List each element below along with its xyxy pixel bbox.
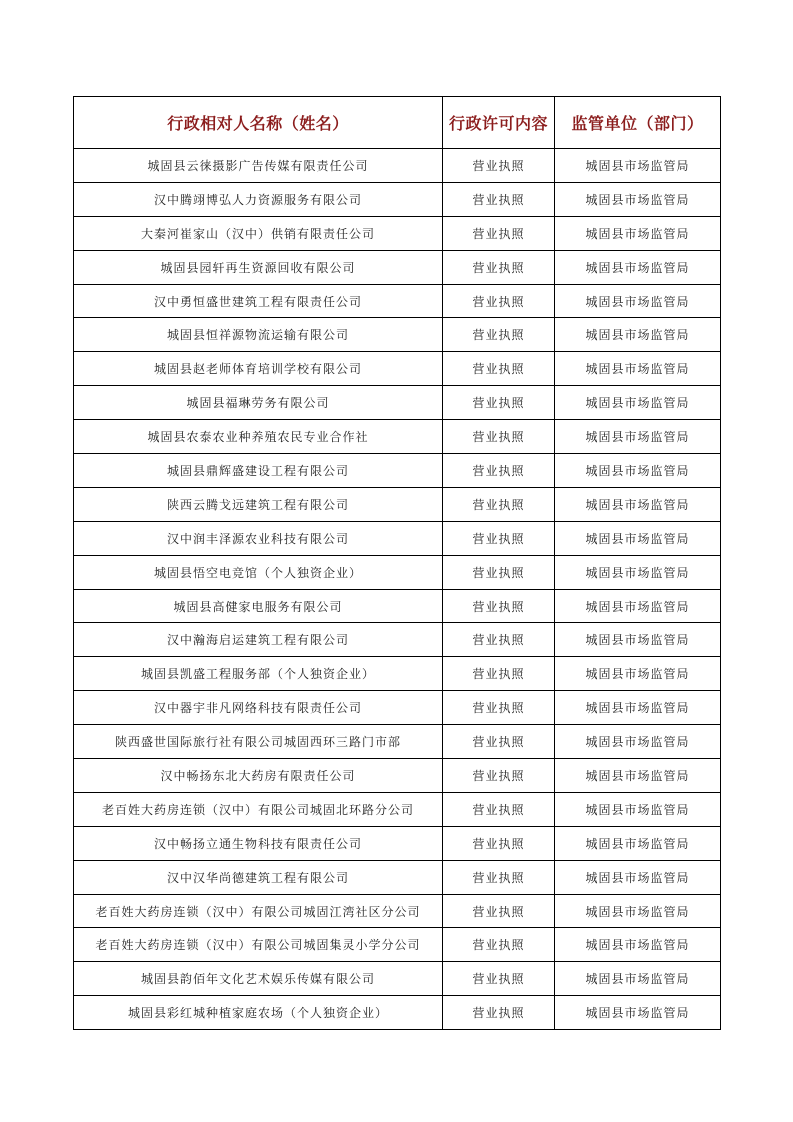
permit-content-cell: 营业执照 — [443, 657, 555, 691]
permit-content-cell: 营业执照 — [443, 284, 555, 318]
supervising-unit-cell: 城固县市场监管局 — [555, 860, 721, 894]
permit-content-cell: 营业执照 — [443, 691, 555, 725]
supervising-unit-cell: 城固县市场监管局 — [555, 928, 721, 962]
table-row — [74, 216, 721, 250]
table-row — [74, 928, 721, 962]
entity-name-cell: 汉中勇恒盛世建筑工程有限责任公司 — [74, 284, 443, 318]
permit-content-cell: 营业执照 — [443, 352, 555, 386]
table-row — [74, 182, 721, 216]
entity-name-cell: 大秦河崔家山（汉中）供销有限责任公司 — [74, 216, 443, 250]
supervising-unit-cell: 城固县市场监管局 — [555, 657, 721, 691]
table-row — [74, 826, 721, 860]
table-row — [74, 386, 721, 420]
header-name: 行政相对人名称（姓名） — [74, 97, 443, 149]
table-row — [74, 657, 721, 691]
entity-name-cell: 老百姓大药房连锁（汉中）有限公司城固集灵小学分公司 — [74, 928, 443, 962]
permit-content-cell: 营业执照 — [443, 386, 555, 420]
table-row — [74, 454, 721, 488]
supervising-unit-cell: 城固县市场监管局 — [555, 792, 721, 826]
table-row — [74, 352, 721, 386]
supervising-unit-cell: 城固县市场监管局 — [555, 725, 721, 759]
table-row — [74, 996, 721, 1030]
entity-name-cell: 汉中润丰泽源农业科技有限公司 — [74, 521, 443, 555]
permit-content-cell: 营业执照 — [443, 826, 555, 860]
table-row — [74, 420, 721, 454]
permit-content-cell: 营业执照 — [443, 216, 555, 250]
supervising-unit-cell: 城固县市场监管局 — [555, 826, 721, 860]
supervising-unit-cell: 城固县市场监管局 — [555, 182, 721, 216]
permit-content-cell: 营业执照 — [443, 250, 555, 284]
supervising-unit-cell: 城固县市场监管局 — [555, 216, 721, 250]
entity-name-cell: 陕西盛世国际旅行社有限公司城固西环三路门市部 — [74, 725, 443, 759]
entity-name-cell: 汉中畅扬东北大药房有限责任公司 — [74, 759, 443, 793]
entity-name-cell: 汉中腾翊博弘人力资源服务有限公司 — [74, 182, 443, 216]
permit-content-cell: 营业执照 — [443, 962, 555, 996]
table-row — [74, 555, 721, 589]
entity-name-cell: 汉中汉华尚德建筑工程有限公司 — [74, 860, 443, 894]
table-row — [74, 623, 721, 657]
table-row — [74, 521, 721, 555]
permit-content-cell: 营业执照 — [443, 454, 555, 488]
entity-name-cell: 城固县凯盛工程服务部（个人独资企业） — [74, 657, 443, 691]
permit-content-cell: 营业执照 — [443, 759, 555, 793]
supervising-unit-cell: 城固县市场监管局 — [555, 386, 721, 420]
table-row — [74, 284, 721, 318]
entity-name-cell: 陕西云腾戈远建筑工程有限公司 — [74, 487, 443, 521]
supervising-unit-cell: 城固县市场监管局 — [555, 996, 721, 1030]
supervising-unit-cell: 城固县市场监管局 — [555, 691, 721, 725]
supervising-unit-cell: 城固县市场监管局 — [555, 962, 721, 996]
permit-content-cell: 营业执照 — [443, 555, 555, 589]
permit-content-cell: 营业执照 — [443, 623, 555, 657]
entity-name-cell: 汉中瀚海启运建筑工程有限公司 — [74, 623, 443, 657]
permit-content-cell: 营业执照 — [443, 792, 555, 826]
license-table — [73, 96, 721, 1030]
entity-name-cell: 城固县高健家电服务有限公司 — [74, 589, 443, 623]
permit-content-cell: 营业执照 — [443, 894, 555, 928]
supervising-unit-cell: 城固县市场监管局 — [555, 149, 721, 183]
table-row — [74, 759, 721, 793]
permit-content-cell: 营业执照 — [443, 182, 555, 216]
permit-content-cell: 营业执照 — [443, 318, 555, 352]
supervising-unit-cell: 城固县市场监管局 — [555, 589, 721, 623]
table-row — [74, 894, 721, 928]
table-row — [74, 792, 721, 826]
entity-name-cell: 老百姓大药房连锁（汉中）有限公司城固江湾社区分公司 — [74, 894, 443, 928]
supervising-unit-cell: 城固县市场监管局 — [555, 318, 721, 352]
table-row — [74, 250, 721, 284]
permit-content-cell: 营业执照 — [443, 860, 555, 894]
supervising-unit-cell: 城固县市场监管局 — [555, 894, 721, 928]
supervising-unit-cell: 城固县市场监管局 — [555, 623, 721, 657]
entity-name-cell: 汉中畅扬立通生物科技有限责任公司 — [74, 826, 443, 860]
table-row — [74, 149, 721, 183]
entity-name-cell: 城固县悟空电竞馆（个人独资企业） — [74, 555, 443, 589]
entity-name-cell: 汉中器宇非凡网络科技有限责任公司 — [74, 691, 443, 725]
table-body — [74, 149, 721, 1030]
header-supervising-unit: 监管单位（部门） — [555, 97, 721, 149]
entity-name-cell: 城固县云徕摄影广告传媒有限责任公司 — [74, 149, 443, 183]
entity-name-cell: 城固县恒祥源物流运输有限公司 — [74, 318, 443, 352]
permit-content-cell: 营业执照 — [443, 928, 555, 962]
permit-content-cell: 营业执照 — [443, 420, 555, 454]
table-row — [74, 691, 721, 725]
supervising-unit-cell: 城固县市场监管局 — [555, 284, 721, 318]
table-row — [74, 860, 721, 894]
entity-name-cell: 城固县农泰农业种养殖农民专业合作社 — [74, 420, 443, 454]
table-row — [74, 962, 721, 996]
permit-content-cell: 营业执照 — [443, 487, 555, 521]
supervising-unit-cell: 城固县市场监管局 — [555, 420, 721, 454]
entity-name-cell: 城固县园轩再生资源回收有限公司 — [74, 250, 443, 284]
entity-name-cell: 城固县赵老师体育培训学校有限公司 — [74, 352, 443, 386]
supervising-unit-cell: 城固县市场监管局 — [555, 352, 721, 386]
permit-content-cell: 营业执照 — [443, 725, 555, 759]
header-permit-content: 行政许可内容 — [443, 97, 555, 149]
entity-name-cell: 城固县彩红城种植家庭农场（个人独资企业） — [74, 996, 443, 1030]
permit-content-cell: 营业执照 — [443, 996, 555, 1030]
permit-content-cell: 营业执照 — [443, 589, 555, 623]
table-row — [74, 589, 721, 623]
table-row — [74, 725, 721, 759]
supervising-unit-cell: 城固县市场监管局 — [555, 454, 721, 488]
supervising-unit-cell: 城固县市场监管局 — [555, 250, 721, 284]
permit-content-cell: 营业执照 — [443, 149, 555, 183]
supervising-unit-cell: 城固县市场监管局 — [555, 759, 721, 793]
entity-name-cell: 城固县鼎辉盛建设工程有限公司 — [74, 454, 443, 488]
entity-name-cell: 老百姓大药房连锁（汉中）有限公司城固北环路分公司 — [74, 792, 443, 826]
supervising-unit-cell: 城固县市场监管局 — [555, 487, 721, 521]
table-row — [74, 318, 721, 352]
entity-name-cell: 城固县福琳劳务有限公司 — [74, 386, 443, 420]
supervising-unit-cell: 城固县市场监管局 — [555, 555, 721, 589]
entity-name-cell: 城固县韵佰年文化艺术娱乐传媒有限公司 — [74, 962, 443, 996]
supervising-unit-cell: 城固县市场监管局 — [555, 521, 721, 555]
header-row — [74, 97, 721, 149]
table-row — [74, 487, 721, 521]
permit-content-cell: 营业执照 — [443, 521, 555, 555]
